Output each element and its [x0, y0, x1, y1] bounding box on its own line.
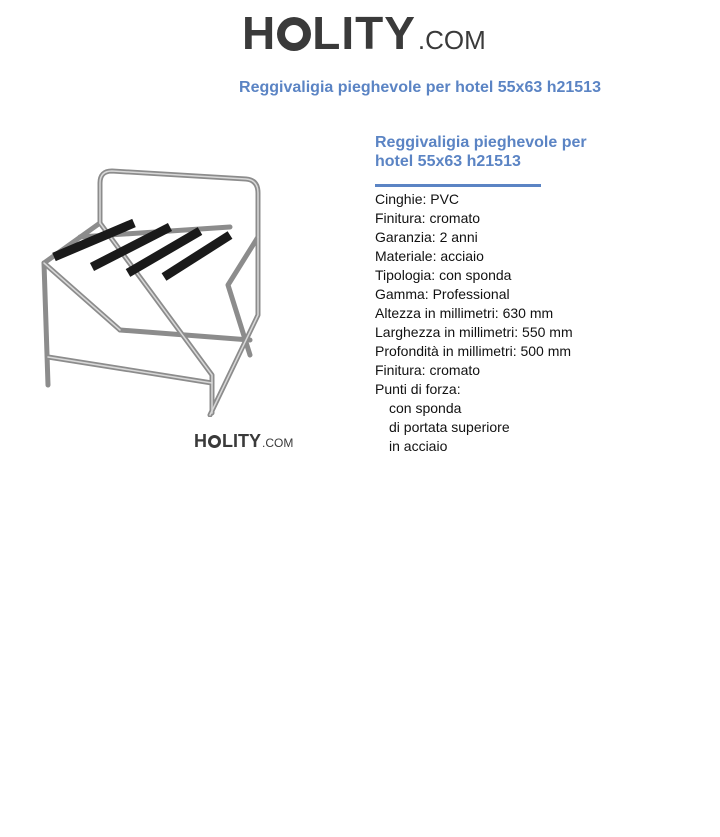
spec-item: Cinghie: PVC [375, 191, 460, 207]
spec-item: Finitura: cromato [375, 362, 481, 378]
spec-item: Profondità in millimetri: 500 mm [375, 343, 572, 359]
watermark-suffix: .COM [262, 436, 294, 450]
product-info [375, 133, 675, 456]
spec-item: Tipologia: con sponda [375, 267, 512, 283]
spec-item: Garanzia: 2 anni [375, 229, 478, 245]
logo-o-icon [277, 17, 311, 51]
page-title: Reggivaligia pieghevole per hotel 55x63 h21513 [239, 79, 601, 96]
strength-item: con sponda [389, 400, 462, 416]
spec-item: Larghezza in millimetri: 550 mm [375, 324, 573, 340]
watermark-o-icon [208, 435, 221, 448]
strength-item: di portata superiore [389, 419, 510, 435]
watermark-logo [194, 432, 293, 450]
logo-suffix: .COM [417, 25, 486, 55]
spec-item: Gamma: Professional [375, 286, 510, 302]
strengths-list [375, 399, 675, 456]
luggage-rack-image [40, 165, 262, 417]
site-logo[interactable] [242, 7, 486, 59]
strength-item: in acciaio [389, 438, 448, 454]
title-divider [375, 184, 541, 187]
watermark-text-start: H [194, 431, 207, 451]
logo-text-start: H [242, 7, 277, 59]
product-title: Reggivaligia pieghevole per hotel 55x63 h21513 [375, 134, 587, 170]
spec-item: Altezza in millimetri: 630 mm [375, 305, 554, 321]
logo-text-end: LITY [312, 7, 416, 59]
watermark-text-end: LITY [222, 431, 261, 451]
spec-item: Materiale: acciaio [375, 248, 484, 264]
spec-item: Punti di forza: [375, 381, 461, 397]
spec-item: Finitura: cromato [375, 210, 481, 226]
spec-list [375, 190, 675, 399]
